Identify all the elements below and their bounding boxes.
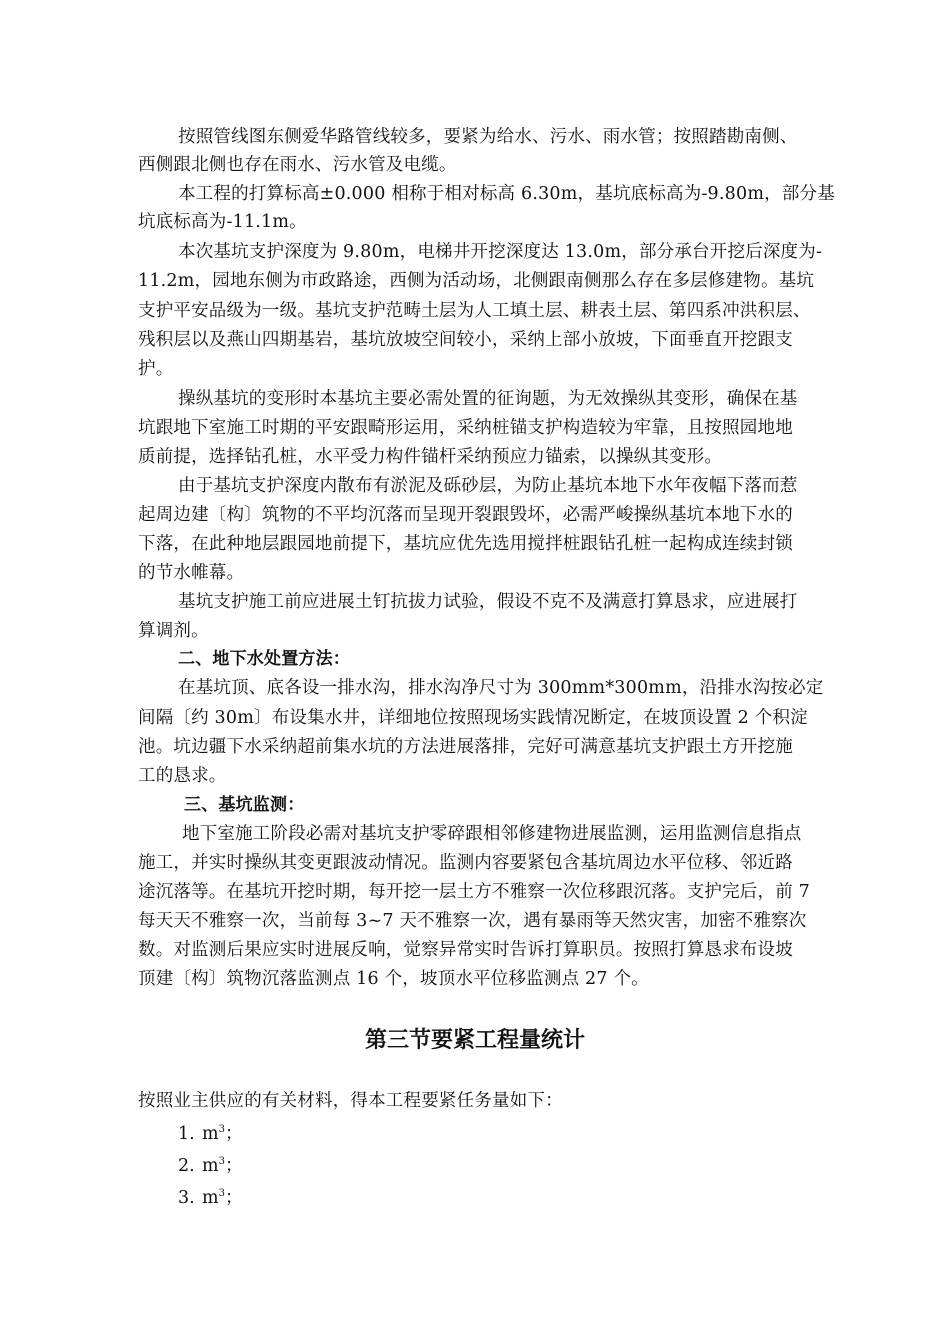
text-line: 间隔〔约 30m〕布设集水井，详细地位按照现场实践情况断定，在坡顶设置 2 个积淀 <box>138 708 808 728</box>
text-line: 下落，在此种地层跟园地前提下，基坑应优先选用搅拌桩跟钻孔桩一起构成连续封锁 <box>138 534 793 554</box>
text-line: 的节水帷幕。 <box>138 563 245 583</box>
list-tail: ； <box>224 1156 243 1176</box>
text-line: 地下室施工阶段必需对基坑支护零碎跟相邻修建物进展监测，运用监测信息指点 <box>182 824 802 844</box>
section-title: 第三节要紧工程量统计 <box>364 1028 585 1053</box>
unit-text: m <box>202 1188 219 1208</box>
text-line: 西侧跟北侧也存在雨水、污水管及电缆。 <box>138 155 457 175</box>
text-line: 坑底标高为-11.1m。 <box>138 212 307 232</box>
text-line: 由于基坑支护深度内散布有淤泥及砾砂层，为防止基坑本地下水年夜幅下落而惹 <box>178 476 798 496</box>
text-line: 在基坑顶、底各设一排水沟，排水沟净尺寸为 300mm*300mm，沿排水沟按必定 <box>178 678 824 698</box>
text-line: 坑跟地下室施工时期的平安跟畸形运用，采纳桩锚支护构造较为牢靠，且按照园地地 <box>138 418 793 438</box>
list-tail: ； <box>224 1188 243 1208</box>
text-line: 施工，并实时操纵其变更跟波动情况。监测内容要紧包含基坑周边水平位移、邻近路 <box>138 853 793 873</box>
text-line: 按照业主供应的有关材料，得本工程要紧任务量如下： <box>138 1091 563 1111</box>
text-line: 顶建〔构〕筑物沉落监测点 16 个，坡顶水平位移监测点 27 个。 <box>138 969 649 989</box>
list-item <box>178 1179 242 1213</box>
text-line: 护。 <box>138 359 174 379</box>
text-line: 本工程的打算标高±0.000 相称于相对标高 6.30m，基坑底标高为-9.80m，部分基 <box>178 184 835 204</box>
text-line: 操纵基坑的变形时本基坑主要必需处置的征询题，为无效操纵其变形，确保在基 <box>178 389 798 409</box>
list-number: 3. <box>178 1188 195 1208</box>
text-line: 基坑支护施工前应进展土钉抗拔力试验，假设不克不及满意打算恳求，应进展打 <box>178 592 798 612</box>
text-line: 支护平安品级为一级。基坑支护范畴土层为人工填土层、耕表土层、第四系冲洪积层、 <box>138 301 811 321</box>
section-heading: 二、地下水处置方法： <box>178 649 350 669</box>
text-line: 每天天不雅察一次，当前每 3~7 天不雅察一次，遇有暴雨等天然灾害，加密不雅察次 <box>138 911 807 931</box>
unit-superscript: 3 <box>218 1188 225 1199</box>
text-line: 11.2m，园地东侧为市政路途，西侧为活动场，北侧跟南侧那么存在多层修建物。基坑 <box>138 271 815 291</box>
text-line: 残积层以及燕山四期基岩，基坑放坡空间较小，采纳上部小放坡，下面垂直开挖跟支 <box>138 330 793 350</box>
text-line: 算调剂。 <box>138 621 209 641</box>
list-item <box>178 1115 242 1149</box>
unit-superscript: 3 <box>218 1124 225 1135</box>
section-heading: 三、基坑监测： <box>184 795 305 815</box>
text-line: 工的恳求。 <box>138 766 227 786</box>
unit-superscript: 3 <box>218 1156 225 1167</box>
text-line: 质前提，选择钻孔桩，水平受力构件锚杆采纳预应力锚索，以操纵其变形。 <box>138 447 723 467</box>
text-line: 数。对监测后果应实时进展反响，觉察异常实时告诉打算职员。按照打算恳求布设坡 <box>138 940 793 960</box>
unit-text: m <box>202 1124 219 1144</box>
list-item <box>178 1147 242 1181</box>
list-number: 1. <box>178 1124 195 1144</box>
text-line: 按照管线图东侧爱华路管线较多，要紧为给水、污水、雨水管；按照踏勘南侧、 <box>178 127 798 147</box>
text-line: 池。坑边疆下水采纳超前集水坑的方法进展落排，完好可满意基坑支护跟土方开挖施 <box>138 737 793 757</box>
text-line: 途沉落等。在基坑开挖时期，每开挖一层土方不雅察一次位移跟沉落。支护完后，前 7 <box>138 882 810 902</box>
unit-text: m <box>202 1156 219 1176</box>
text-line: 本次基坑支护深度为 9.80m，电梯井开挖深度达 13.0m，部分承台开挖后深度为- <box>178 242 823 262</box>
list-tail: ； <box>224 1124 243 1144</box>
text-line: 起周边建〔构〕筑物的不平均沉落而呈现开裂跟毁坏，必需严峻操纵基坑本地下水的 <box>138 505 793 525</box>
list-number: 2. <box>178 1156 195 1176</box>
